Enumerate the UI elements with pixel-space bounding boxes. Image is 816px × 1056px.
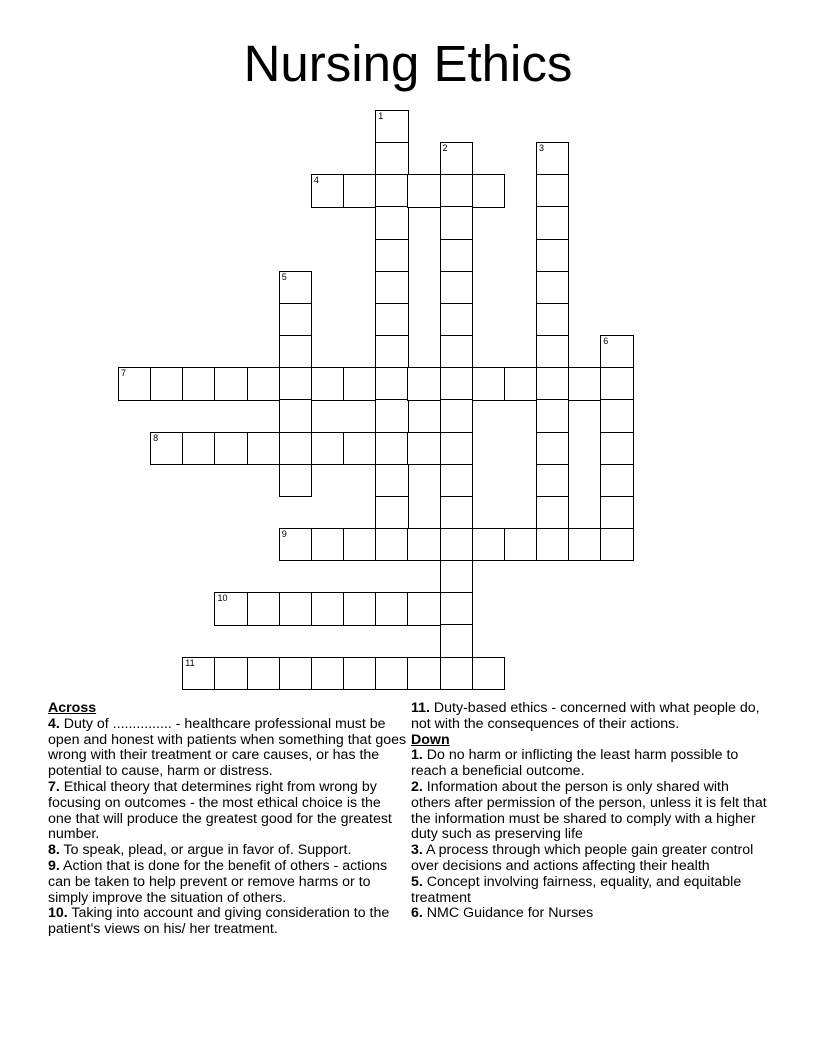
- grid-cell[interactable]: [504, 367, 537, 400]
- clue-item: [48, 780, 408, 843]
- grid-cell[interactable]: [343, 657, 376, 690]
- grid-cell[interactable]: [375, 367, 408, 400]
- grid-cell[interactable]: [279, 335, 312, 368]
- clue-number-label: 7: [121, 368, 127, 379]
- grid-cell[interactable]: [472, 174, 505, 207]
- grid-cell[interactable]: [214, 657, 247, 690]
- grid-cell[interactable]: [440, 592, 473, 625]
- grid-cell[interactable]: [375, 174, 408, 207]
- grid-cell[interactable]: [247, 367, 280, 400]
- grid-cell[interactable]: [568, 367, 601, 400]
- clue-item-text: Ethical theory that determines right from wrong by focusing on outcomes - the most ethical choice is the one that will produce the greatest good for the greatest number.: [48, 778, 392, 843]
- grid-cell[interactable]: [407, 432, 440, 465]
- grid-cell[interactable]: [536, 142, 569, 175]
- grid-cell[interactable]: [536, 303, 569, 336]
- grid-cell[interactable]: [279, 592, 312, 625]
- grid-cell[interactable]: [536, 206, 569, 239]
- grid-cell[interactable]: [568, 528, 601, 561]
- grid-cell[interactable]: [375, 592, 408, 625]
- grid-cell[interactable]: [311, 592, 344, 625]
- clue-number-label: 3: [538, 143, 544, 154]
- clue-item-number: 5.: [411, 873, 423, 890]
- clue-item: [411, 701, 771, 733]
- clues-column-right: [411, 701, 771, 922]
- grid-cell[interactable]: [440, 367, 473, 400]
- grid-cell[interactable]: [343, 432, 376, 465]
- grid-cell[interactable]: [600, 367, 633, 400]
- grid-cell[interactable]: [247, 592, 280, 625]
- grid-cell[interactable]: [311, 657, 344, 690]
- grid-cell[interactable]: [279, 399, 312, 432]
- clue-item: [48, 859, 408, 906]
- clue-item: [411, 843, 771, 875]
- grid-cell[interactable]: [600, 335, 633, 368]
- grid-cell[interactable]: [536, 367, 569, 400]
- grid-cell[interactable]: [214, 367, 247, 400]
- grid-cell[interactable]: [440, 432, 473, 465]
- grid-cell[interactable]: [536, 174, 569, 207]
- grid-cell[interactable]: [279, 528, 312, 561]
- grid-cell[interactable]: [375, 464, 408, 497]
- clue-number-label: 11: [185, 657, 195, 668]
- grid-cell[interactable]: [407, 174, 440, 207]
- clue-item-text: Taking into account and giving consideration to the patient's views on his/ her treatment.: [48, 905, 390, 938]
- grid-cell[interactable]: [247, 657, 280, 690]
- clue-number-label: 8: [153, 432, 159, 443]
- grid-cell[interactable]: [279, 464, 312, 497]
- grid-cell[interactable]: [407, 657, 440, 690]
- grid-cell[interactable]: [279, 432, 312, 465]
- clue-item-text: Concept involving fairness, equality, and equitable treatment: [411, 873, 742, 906]
- grid-cell[interactable]: [536, 432, 569, 465]
- grid-cell[interactable]: [375, 142, 408, 175]
- grid-cell[interactable]: [375, 399, 408, 432]
- page-title: Nursing Ethics: [243, 35, 573, 92]
- grid-cell[interactable]: [375, 528, 408, 561]
- grid-cell[interactable]: [440, 464, 473, 497]
- clue-item-number: 7.: [48, 778, 60, 795]
- grid-cell[interactable]: [375, 206, 408, 239]
- grid-cell[interactable]: [536, 528, 569, 561]
- grid-cell[interactable]: [440, 399, 473, 432]
- grid-cell[interactable]: [536, 464, 569, 497]
- grid-cell[interactable]: [375, 239, 408, 272]
- grid-cell[interactable]: [472, 657, 505, 690]
- clue-item: [48, 906, 408, 938]
- grid-cell[interactable]: [536, 239, 569, 272]
- clue-item-number: 11.: [411, 700, 430, 716]
- grid-cell[interactable]: [375, 110, 408, 143]
- clue-item: [48, 843, 408, 859]
- grid-cell[interactable]: [600, 432, 633, 465]
- grid-cell[interactable]: [375, 496, 408, 529]
- clue-item-number: 4.: [48, 715, 60, 732]
- grid-cell[interactable]: [440, 271, 473, 304]
- clue-heading-across: Across: [48, 700, 97, 716]
- clue-item: [411, 906, 771, 922]
- grid-cell[interactable]: [375, 303, 408, 336]
- grid-cell[interactable]: [279, 367, 312, 400]
- grid-cell[interactable]: [407, 528, 440, 561]
- grid-cell[interactable]: [343, 528, 376, 561]
- clue-number-label: 5: [281, 271, 287, 282]
- clue-item-number: 3.: [411, 842, 423, 859]
- clue-number-label: 2: [442, 143, 448, 154]
- clue-item-text: Information about the person is only shared with others after permission of the person, unless it is felt that the information must be shared to comply with a higher duty such as preserving life: [411, 778, 767, 843]
- grid-cell[interactable]: [440, 335, 473, 368]
- grid-cell[interactable]: [440, 560, 473, 593]
- grid-cell[interactable]: [536, 496, 569, 529]
- clue-item: [411, 780, 771, 843]
- grid-cell[interactable]: [311, 432, 344, 465]
- clue-item-text: To speak, plead, or argue in favor of. Support.: [63, 842, 352, 859]
- grid-cell[interactable]: [407, 592, 440, 625]
- grid-cell[interactable]: [536, 271, 569, 304]
- grid-cell[interactable]: [214, 592, 247, 625]
- grid-cell[interactable]: [343, 367, 376, 400]
- grid-cell[interactable]: [440, 528, 473, 561]
- grid-cell[interactable]: [182, 432, 215, 465]
- grid-cell[interactable]: [440, 303, 473, 336]
- clues-column-left: [48, 701, 408, 938]
- grid-cell[interactable]: [600, 528, 633, 561]
- clue-item-number: 2.: [411, 778, 423, 795]
- clue-item-text: Do no harm or inflicting the least harm possible to reach a beneficial outcome.: [411, 747, 739, 780]
- grid-cell[interactable]: [279, 303, 312, 336]
- clue-heading-down: Down: [411, 731, 450, 748]
- clue-number-label: 4: [313, 175, 319, 186]
- grid-cell[interactable]: [504, 528, 537, 561]
- grid-cell[interactable]: [279, 657, 312, 690]
- clue-item-text: Duty of ............... - healthcare professional must be open and honest with patients when something that goes wrong with their treatment or care causes, or has the potential to cause, harm or distress.: [48, 715, 407, 780]
- clue-item-number: 8.: [48, 842, 60, 859]
- grid-cell[interactable]: [440, 206, 473, 239]
- grid-cell[interactable]: [311, 367, 344, 400]
- grid-cell[interactable]: [375, 657, 408, 690]
- clue-item-text: Duty-based ethics - concerned with what people do, not with the consequences of their actions.: [411, 700, 760, 732]
- grid-cell[interactable]: [440, 624, 473, 657]
- grid-cell[interactable]: [536, 399, 569, 432]
- clue-number-label: 6: [603, 336, 609, 347]
- grid-cell[interactable]: [440, 142, 473, 175]
- clue-number-label: 9: [281, 528, 287, 539]
- grid-cell[interactable]: [375, 335, 408, 368]
- grid-cell[interactable]: [311, 174, 344, 207]
- grid-cell[interactable]: [118, 367, 151, 400]
- grid-cell[interactable]: [407, 367, 440, 400]
- clue-item-text: NMC Guidance for Nurses: [426, 905, 594, 922]
- grid-cell[interactable]: [343, 174, 376, 207]
- grid-cell[interactable]: [440, 496, 473, 529]
- grid-cell[interactable]: [150, 432, 183, 465]
- clue-item-number: 1.: [411, 747, 423, 764]
- clue-number-label: 1: [378, 111, 384, 121]
- grid-cell[interactable]: [375, 432, 408, 465]
- clue-number-label: 10: [217, 593, 228, 604]
- grid-cell[interactable]: [440, 174, 473, 207]
- grid-cell[interactable]: [279, 271, 312, 304]
- grid-cell[interactable]: [182, 367, 215, 400]
- grid-cell[interactable]: [311, 528, 344, 561]
- grid-cell[interactable]: [214, 432, 247, 465]
- clue-item: [411, 748, 771, 780]
- grid-cell[interactable]: [182, 657, 215, 690]
- grid-cell[interactable]: [536, 335, 569, 368]
- clue-item-text: A process through which people gain greater control over decisions and actions affecting their health: [411, 842, 754, 874]
- clue-item: [411, 875, 771, 907]
- grid-cell[interactable]: [375, 271, 408, 304]
- grid-cell[interactable]: [440, 239, 473, 272]
- grid-cell[interactable]: [440, 657, 473, 690]
- grid-cell[interactable]: [600, 496, 633, 529]
- grid-cell[interactable]: [472, 367, 505, 400]
- clue-item-number: 10.: [48, 905, 68, 922]
- grid-cell[interactable]: [247, 432, 280, 465]
- grid-cell[interactable]: [343, 592, 376, 625]
- clue-item: [48, 717, 408, 780]
- grid-cell[interactable]: [472, 528, 505, 561]
- clue-item-number: 6.: [411, 905, 423, 922]
- clue-item-text: Action that is done for the benefit of others - actions can be taken to help prevent or remove harms or to simply improve the situation of others.: [48, 857, 388, 906]
- grid-cell[interactable]: [600, 399, 633, 432]
- clue-item-number: 9.: [48, 857, 60, 874]
- grid-cell[interactable]: [150, 367, 183, 400]
- grid-cell[interactable]: [600, 464, 633, 497]
